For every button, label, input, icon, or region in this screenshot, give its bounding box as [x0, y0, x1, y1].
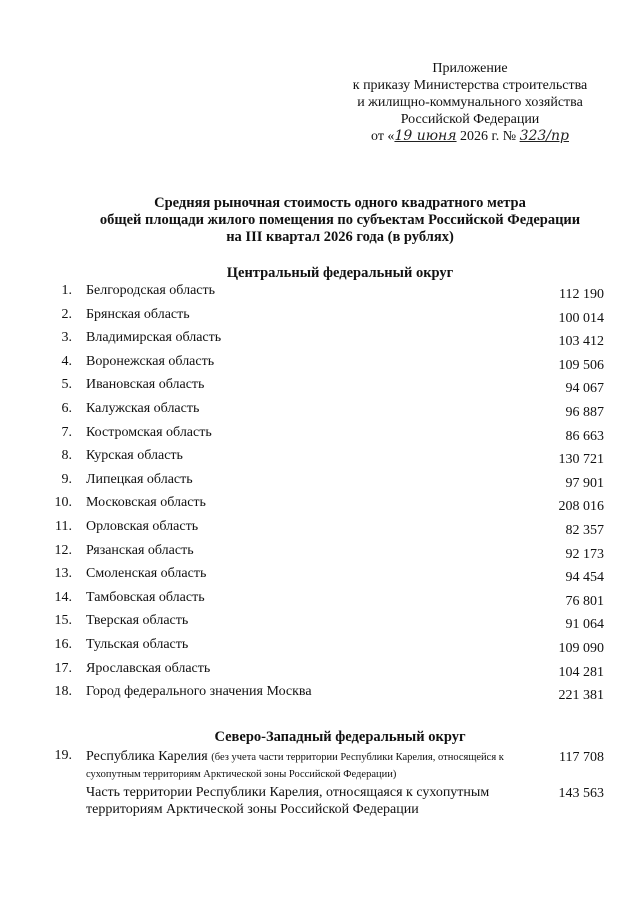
row-value: 96 887	[565, 405, 604, 420]
row-number: 7.	[61, 424, 72, 440]
row-number: 8.	[61, 448, 72, 464]
appendix-label: Приложение	[432, 61, 508, 76]
row-name: Воронежская область	[86, 353, 215, 369]
row-name: Тамбовская область	[86, 589, 205, 605]
appendix-order-line: к приказу Министерства строительства	[352, 78, 588, 93]
table-row	[0, 613, 640, 635]
row-name	[86, 748, 556, 782]
row-value: 109 506	[558, 357, 604, 373]
document-title	[40, 195, 640, 246]
row-number: 17.	[54, 660, 72, 676]
row-name-note: (без учета части территории Республики Карелия, относящейся к сухопутным территориям Арктической зоны Российской Федерации)	[86, 752, 504, 780]
table-row	[0, 377, 640, 399]
row-number: 10.	[54, 495, 72, 511]
row-value: 82 357	[565, 523, 604, 538]
table-row	[0, 448, 640, 470]
row-value: 86 663	[565, 428, 604, 444]
row-name: Калужская область	[86, 401, 200, 416]
title-line-3: на III квартал 2026 года (в рублях)	[226, 229, 454, 245]
row-name-main: Республика Карелия	[86, 749, 208, 764]
row-name: Орловская область	[86, 519, 199, 534]
row-number: 4.	[61, 353, 72, 369]
row-value: 208 016	[558, 499, 604, 515]
table-row	[0, 401, 640, 423]
handwritten-order-number: 323/пр	[519, 128, 569, 144]
section-heading-northwest: Северо-Западный федеральный округ	[214, 729, 466, 745]
row-value: 221 381	[558, 688, 604, 704]
row-name: Костромская область	[86, 424, 212, 440]
table-row	[0, 543, 640, 565]
row-value: 130 721	[558, 452, 604, 468]
row-number: 19.	[54, 748, 72, 763]
row-name: Смоленская область	[86, 566, 207, 582]
section-heading-central: Центральный федеральный округ	[226, 265, 454, 281]
row-value: 104 281	[558, 664, 604, 680]
row-name: Ярославская область	[86, 660, 211, 676]
row-number: 13.	[54, 566, 72, 582]
table-row	[0, 472, 640, 494]
row-value: 100 014	[558, 310, 604, 326]
table-row	[0, 519, 640, 541]
row-name: Курская область	[86, 448, 183, 464]
table-row	[0, 354, 640, 376]
row-name: Московская область	[86, 495, 206, 511]
row-name: Тверская область	[86, 613, 189, 629]
table-row	[0, 330, 640, 352]
table-row	[0, 637, 640, 659]
date-year: 2026 г. №	[460, 129, 517, 144]
row-number: 2.	[61, 306, 72, 322]
row-value: 117 708	[559, 750, 604, 765]
row-name: Тульская область	[86, 637, 189, 652]
title-line-1: Средняя рыночная стоимость одного квадратного метра	[154, 195, 526, 211]
appendix-country-line: Российской Федерации	[400, 112, 540, 127]
table-row	[0, 425, 640, 447]
table-row	[0, 566, 640, 588]
row-number: 15.	[54, 613, 72, 629]
row-number: 6.	[61, 401, 72, 416]
row-value: 143 563	[558, 786, 604, 801]
row-number: 14.	[54, 589, 72, 605]
table-row	[0, 661, 640, 683]
table-row	[0, 307, 640, 329]
row-name: Белгородская область	[86, 283, 216, 298]
table-row	[0, 684, 640, 706]
table-row	[0, 283, 640, 305]
row-name: Город федерального значения Москва	[86, 684, 312, 700]
row-name: Ивановская область	[86, 377, 205, 393]
date-prefix: от «	[371, 129, 395, 144]
row-number: 1.	[61, 283, 72, 298]
row-number: 12.	[54, 542, 72, 558]
row-name: Владимирская область	[86, 330, 222, 346]
row-value: 94 454	[565, 570, 604, 586]
row-value: 92 173	[565, 546, 604, 562]
row-number: 18.	[54, 684, 72, 700]
row-number: 5.	[61, 377, 72, 393]
row-number: 16.	[54, 637, 72, 652]
table-row	[0, 590, 640, 612]
row-value: 97 901	[565, 475, 604, 491]
row-name: Брянская область	[86, 306, 190, 322]
row-value: 103 412	[558, 334, 604, 350]
appendix-header	[330, 60, 610, 145]
row-value: 91 064	[565, 617, 604, 633]
row-value: 112 190	[559, 287, 604, 302]
table-row	[0, 495, 640, 517]
title-line-2: общей площади жилого помещения по субъектам Российской Федерации	[99, 212, 581, 228]
row-number: 11.	[55, 519, 72, 534]
row-name: Липецкая область	[86, 471, 193, 487]
row-value: 76 801	[565, 593, 604, 609]
row-number: 9.	[61, 471, 72, 487]
appendix-ministry-line: и жилищно-коммунального хозяйства	[357, 95, 583, 110]
row-number: 3.	[61, 330, 72, 346]
handwritten-date: 19 июня	[394, 128, 457, 144]
row-name: Рязанская область	[86, 542, 194, 558]
row-name: Часть территории Республики Карелия, относящаяся к сухопутным территориям Арктической зоны Российской Федерации	[86, 785, 490, 817]
row-value: 109 090	[558, 641, 604, 656]
appendix-date-line	[330, 128, 610, 145]
row-value: 94 067	[565, 381, 604, 397]
